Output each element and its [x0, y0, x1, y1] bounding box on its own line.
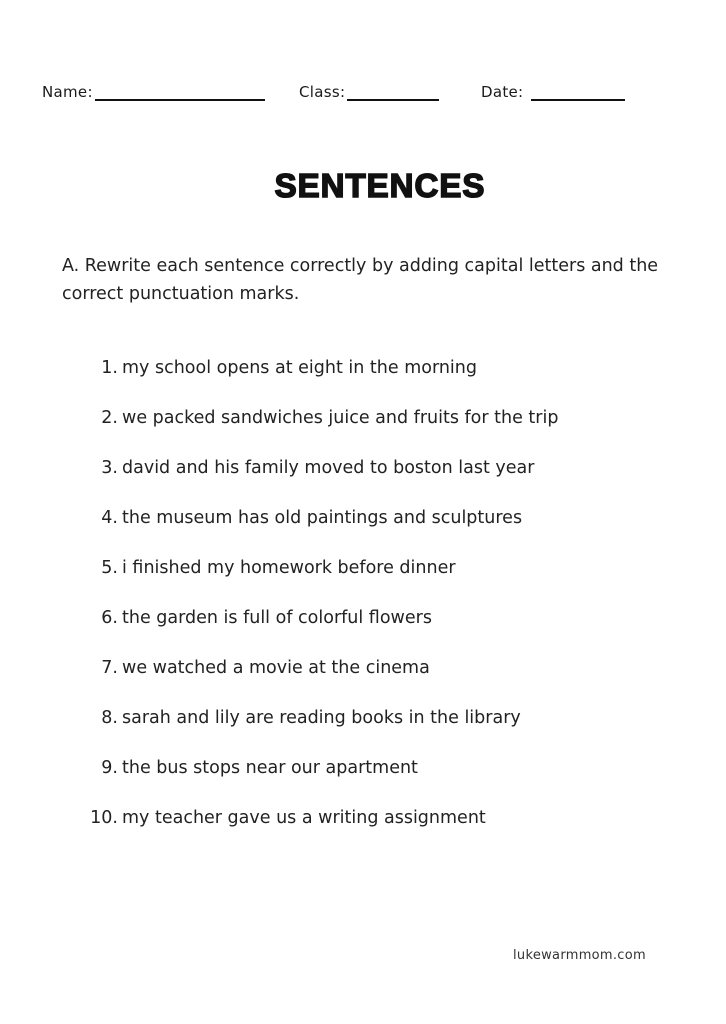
sentence-text: i finished my homework before dinner — [122, 558, 456, 578]
sentence-number: 5. — [101, 558, 118, 578]
sentence-number: 8. — [101, 708, 118, 728]
sentence-text: my teacher gave us a writing assignment — [122, 808, 486, 828]
sentence-number: 7. — [101, 658, 118, 678]
sentence-number: 10. — [90, 808, 118, 828]
sentence-number: 4. — [101, 508, 118, 528]
class-field[interactable] — [299, 83, 439, 101]
sentence-text: we packed sandwiches juice and fruits for the trip — [122, 408, 559, 428]
sentence-number: 1. — [101, 358, 118, 378]
sentence-text: my school opens at eight in the morning — [122, 358, 477, 378]
sentence-number: 6. — [101, 608, 118, 628]
sentence-number: 2. — [101, 408, 118, 428]
class-blank-line[interactable] — [347, 85, 439, 101]
date-label: Date: — [481, 83, 524, 101]
instructions-line-2: correct punctuation marks. — [62, 284, 300, 304]
date-field[interactable] — [481, 83, 625, 101]
sentence-text: we watched a movie at the cinema — [122, 658, 430, 678]
name-label: Name: — [42, 83, 93, 101]
sentence-text: the museum has old paintings and sculptures — [122, 508, 523, 528]
sentence-text: the garden is full of colorful flowers — [122, 608, 432, 628]
name-blank-line[interactable] — [95, 85, 265, 101]
sentence-text: david and his family moved to boston last year — [122, 458, 535, 478]
sentence-text: the bus stops near our apartment — [122, 758, 418, 778]
date-blank-line[interactable] — [531, 85, 625, 101]
name-field[interactable] — [42, 83, 265, 101]
class-label: Class: — [299, 83, 346, 101]
worksheet-title: SENTENCES — [274, 167, 486, 204]
instructions — [62, 252, 682, 308]
sentence-text: sarah and lily are reading books in the library — [122, 708, 521, 728]
instructions-line-1: A. Rewrite each sentence correctly by adding capital letters and the — [62, 256, 659, 276]
footer-website: lukewarmmom.com — [513, 948, 646, 963]
sentence-number: 9. — [101, 758, 118, 778]
sentence-number: 3. — [101, 458, 118, 478]
